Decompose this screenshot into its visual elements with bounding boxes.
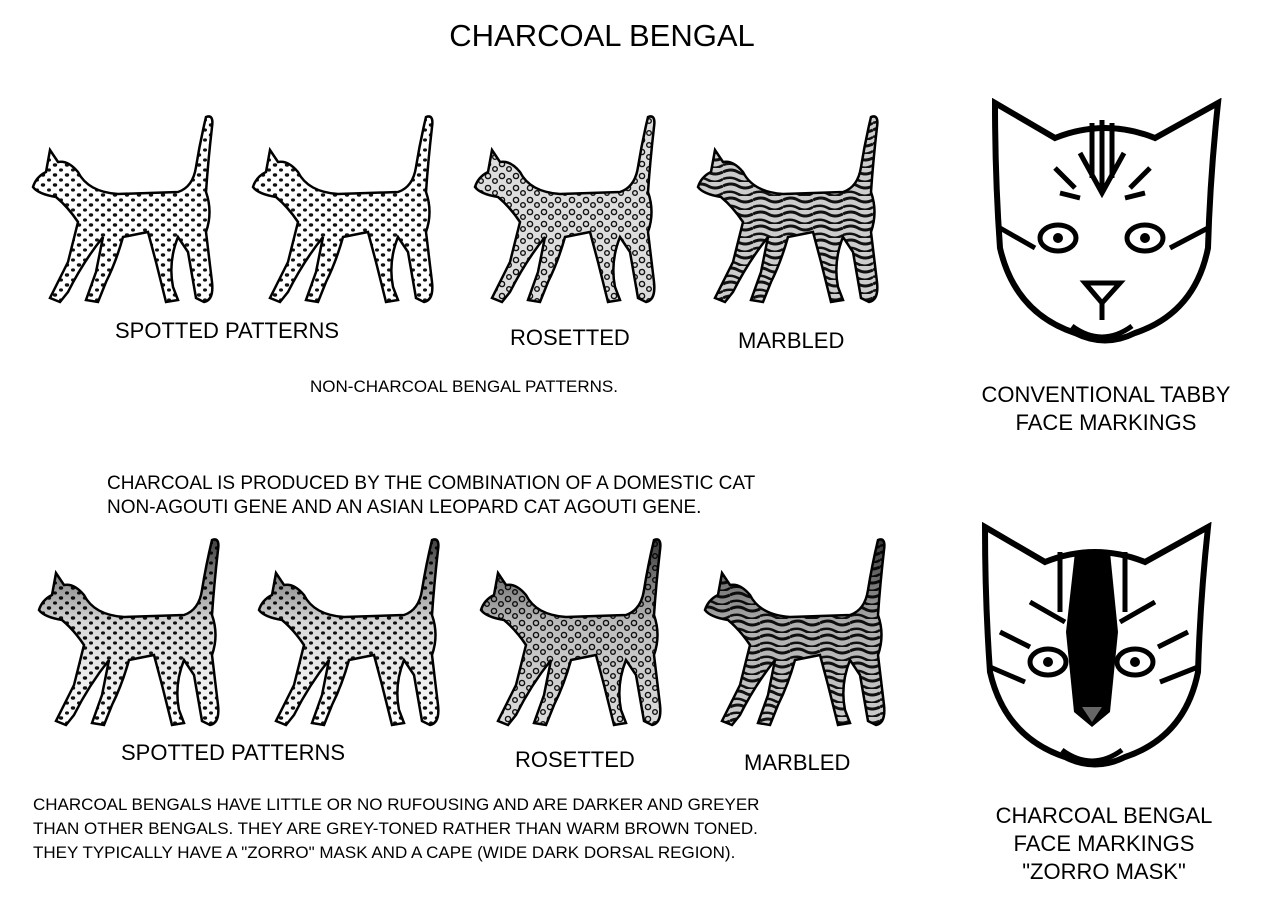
- tabby-face-illustration: [980, 98, 1230, 353]
- explanation-text: [107, 472, 755, 520]
- caption-line: FACE MARKINGS: [1015, 410, 1197, 435]
- tabby-face-caption: [956, 381, 1256, 437]
- non-charcoal-caption: NON-CHARCOAL BENGAL PATTERNS.: [310, 377, 618, 396]
- caption-line: FACE MARKINGS: [1013, 831, 1195, 856]
- spotted-cat-illustration: [248, 112, 443, 312]
- page-title: CHARCOAL BENGAL: [449, 18, 755, 53]
- zorro-mask-face-illustration: [970, 522, 1220, 777]
- charcoal-spotted-cat-illustration: [34, 535, 229, 735]
- charcoal-marbled-label: MARBLED: [744, 750, 851, 775]
- caption-line: CONVENTIONAL TABBY: [981, 382, 1231, 407]
- text-line: THAN OTHER BENGALS. THEY ARE GREY-TONED RATHER THAN WARM BROWN TONED.: [33, 819, 758, 838]
- zorro-face-caption: [954, 802, 1254, 886]
- charcoal-marbled-cat-illustration: [700, 535, 895, 735]
- spotted-label: SPOTTED PATTERNS: [115, 318, 340, 343]
- rosetted-cat-illustration: [470, 112, 665, 312]
- spotted-cat-illustration: [28, 112, 223, 312]
- text-line: CHARCOAL IS PRODUCED BY THE COMBINATION OF A DOMESTIC CAT: [107, 473, 756, 494]
- text-line: NON-AGOUTI GENE AND AN ASIAN LEOPARD CAT AGOUTI GENE.: [107, 497, 702, 518]
- marbled-label: MARBLED: [738, 328, 845, 353]
- charcoal-spotted-cat-illustration: [254, 535, 449, 735]
- text-line: THEY TYPICALLY HAVE A "ZORRO" MASK AND A CAPE (WIDE DARK DORSAL REGION).: [33, 843, 736, 862]
- caption-line: "ZORRO MASK": [1022, 859, 1186, 884]
- marbled-cat-illustration: [693, 112, 888, 312]
- caption-line: CHARCOAL BENGAL: [995, 803, 1213, 828]
- charcoal-description: [33, 793, 759, 865]
- rosetted-label: ROSETTED: [510, 325, 630, 350]
- charcoal-rosetted-label: ROSETTED: [515, 747, 635, 772]
- charcoal-rosetted-cat-illustration: [476, 535, 671, 735]
- text-line: CHARCOAL BENGALS HAVE LITTLE OR NO RUFOUSING AND ARE DARKER AND GREYER: [33, 795, 760, 814]
- charcoal-spotted-label: SPOTTED PATTERNS: [121, 740, 346, 765]
